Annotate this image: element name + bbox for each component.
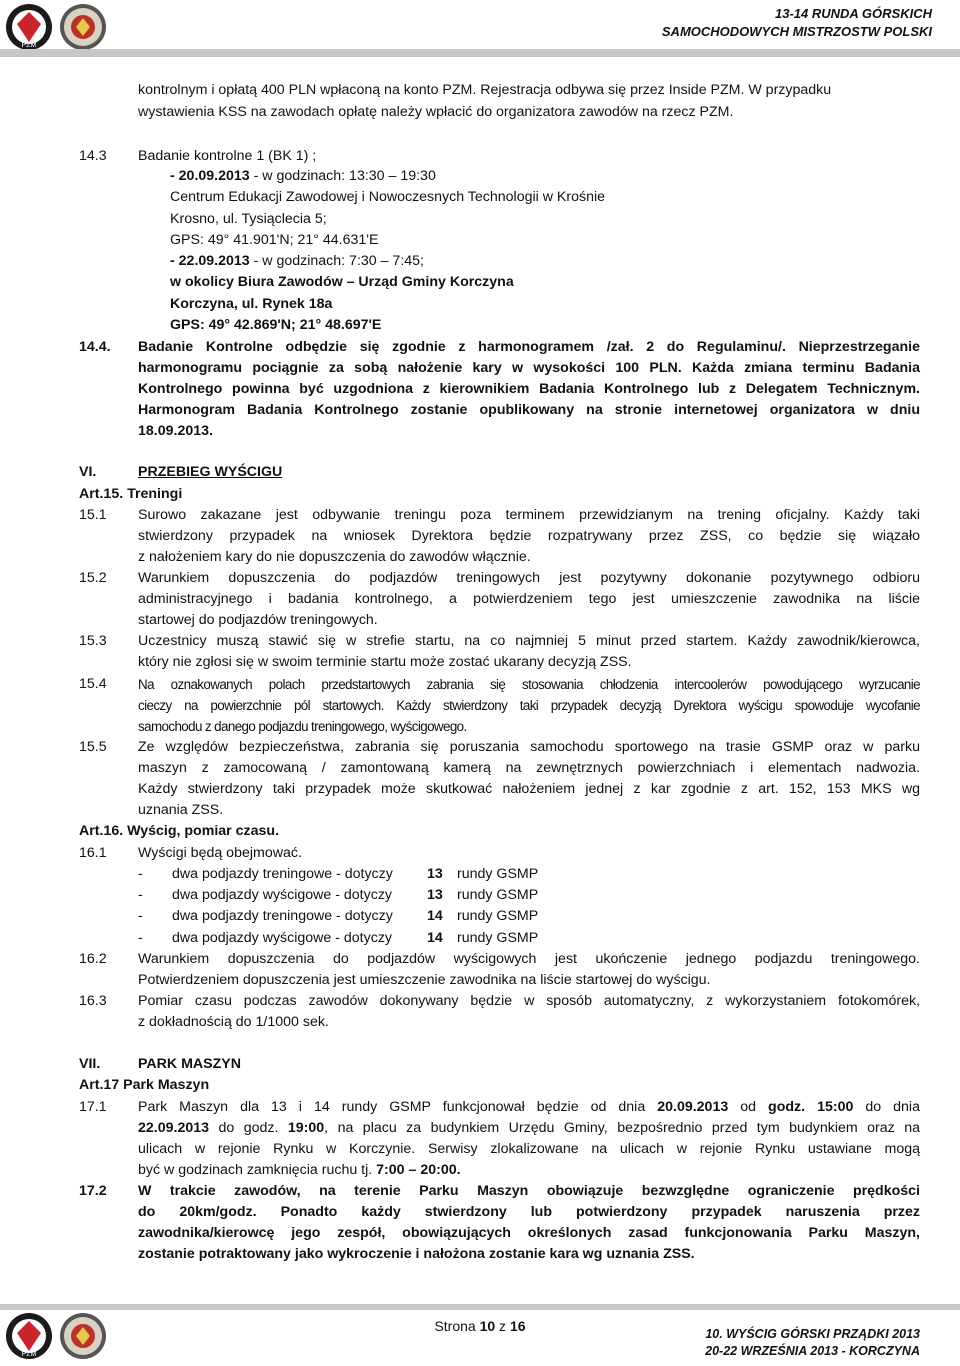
schedule-address-1: Krosno, ul. Tysiąclecia 5;: [170, 211, 327, 227]
p15-1-line-1: Surowo zakazane jest odbywanie treningu poza terminem przewidzianym na trening oficjalny. Każdy taki: [138, 507, 920, 523]
p17-1-line-1: Park Maszyn dla 13 i 14 rundy GSMP funkcjonował będzie od dnia 20.09.2013 od godz. 15:00 do dnia: [138, 1099, 920, 1115]
paragraph-number: 15.2: [79, 570, 107, 586]
p15-3-line-1: Uczestnicy muszą stawić się w strefie startu, na co najmniej 5 minut przed startem. Każdy zawodnik/kierowca,: [138, 633, 920, 649]
svg-text:PZM: PZM: [21, 42, 37, 49]
chapter-number: VII.: [79, 1056, 101, 1072]
section-number: 14.3: [79, 148, 107, 164]
header-line-1: 13-14 RUNDA GÓRSKICH: [775, 6, 932, 21]
list-item: - dwa podjazdy treningowe - dotyczy 13 rundy GSMP: [138, 866, 539, 882]
p15-5-line-1: Ze względów bezpieczeństwa, zabrania się poruszania samochodu sportowego na trasie GSMP oraz w parku: [138, 739, 920, 755]
article-title: Art.15. Treningi: [79, 486, 183, 502]
p15-1-line-2: stwierdzony przypadek na wniosek Dyrektora będzie rozpatrywany przez ZSS, co będzie się wiązało: [138, 528, 920, 544]
article-title: Art.16. Wyścig, pomiar czasu.: [79, 823, 280, 839]
footer-event-date: 20-22 WRZEŚNIA 2013 - KORCZYNA: [705, 1344, 920, 1358]
intro-line-2: wystawienia KSS na zawodach opłatę należy wpłacić do organizatora zawodów na rzecz PZM.: [138, 104, 734, 120]
article-title: Art.17 Park Maszyn: [79, 1077, 210, 1093]
p17-2-line-3: zawodnika/kierowcę jego zespół, obowiązujących określonych zasad funkcjonowania Parku Maszyn,: [138, 1225, 920, 1241]
s14-4-line-4: Harmonogram Badania Kontrolnego zostanie opublikowany na stronie internetowej organizatora w dniu: [138, 402, 920, 418]
schedule-address-2: Korczyna, ul. Rynek 18a: [170, 296, 333, 312]
s14-4-line-3: Kontrolnego powinna być uzgodniona z kierownikiem Badania Kontrolnego lub z Delegatem Technicznym.: [138, 381, 920, 397]
pzm-logo-right: [58, 2, 108, 52]
schedule-place-2: w okolicy Biura Zawodów – Urząd Gminy Korczyna: [170, 274, 514, 290]
p16-1-line-1: Wyścigi będą obejmować.: [138, 845, 302, 861]
schedule-gps-1: GPS: 49° 41.901'N; 21° 44.631'E: [170, 232, 379, 248]
footer-divider: [0, 1304, 960, 1310]
p15-2-line-2: administracyjnego i badania kontrolnego, a potwierdzeniem tego jest umieszczenie zawodnika na liście: [138, 591, 920, 607]
paragraph-number: 15.3: [79, 633, 107, 649]
p17-2-line-2: do 20km/godz. Ponadto każdy stwierdzony lub potwierdzony przypadek naruszenia przez: [138, 1204, 920, 1220]
p15-4-line-3: samochodu z danego podjazdu treningowego, wyścigowego.: [138, 719, 467, 734]
paragraph-number: 17.1: [79, 1099, 107, 1115]
page-number: Strona 10 z 16: [434, 1318, 526, 1334]
paragraph-number: 16.1: [79, 845, 107, 861]
p17-2-line-4: zostanie potraktowany jako wykroczenie i nałożona zostanie kara wg uznania ZSS.: [138, 1246, 695, 1262]
s14-4-line-5: 18.09.2013.: [138, 423, 213, 439]
svg-text:PZM: PZM: [21, 1351, 37, 1358]
list-item: - dwa podjazdy wyścigowe - dotyczy 14 rundy GSMP: [138, 930, 539, 946]
p17-1-line-4: być w godzinach zamknięcia ruchu tj. 7:00 – 20:00.: [138, 1162, 461, 1178]
header-line-2: SAMOCHODOWYCH MISTRZOSTW POLSKI: [661, 24, 932, 39]
p16-2-line-1: Warunkiem dopuszczenia do podjazdów wyścigowych jest ukończenie jednego podjazdu treningowego.: [138, 951, 920, 967]
p15-2-line-1: Warunkiem dopuszczenia do podjazdów treningowych jest pozytywny dokonanie pozytywnego odbioru: [138, 570, 920, 586]
p15-1-line-3: z nałożeniem kary do nie dopuszczenia do zawodów włącznie.: [138, 549, 531, 565]
s14-4-line-2: harmonogramu pociągnie za sobą nałożenie kary w wysokości 100 PLN. Każda zmiana terminu Badania: [138, 360, 920, 376]
paragraph-number: 17.2: [79, 1183, 107, 1199]
list-item: - dwa podjazdy wyścigowe - dotyczy 13 rundy GSMP: [138, 887, 539, 903]
schedule-gps-2: GPS: 49° 42.869'N; 21° 48.697'E: [170, 317, 382, 333]
paragraph-number: 15.5: [79, 739, 107, 755]
footer-event-info: [705, 1326, 920, 1360]
schedule-day-2: - 22.09.2013 - w godzinach: 7:30 – 7:45;: [170, 253, 424, 269]
section-number: 14.4.: [79, 339, 111, 355]
paragraph-number: 15.4: [79, 676, 107, 692]
pzm-logo-left: [4, 2, 54, 52]
p16-3-line-2: z dokładnością do 1/1000 sek.: [138, 1014, 329, 1030]
p15-2-line-3: startowej do podjazdów treningowych.: [138, 612, 378, 628]
list-item: - dwa podjazdy treningowe - dotyczy 14 rundy GSMP: [138, 908, 539, 924]
p17-1-line-2: 22.09.2013 do godz. 19:00, na placu za budynkiem Urzędu Gminy, bezpośrednio przed tym budynkiem oraz na: [138, 1120, 920, 1136]
schedule-day-1: - 20.09.2013 - w godzinach: 13:30 – 19:30: [170, 168, 436, 184]
paragraph-number: 15.1: [79, 507, 107, 523]
p15-3-line-2: który nie zgłosi się w swoim terminie startu może zostać ukarany decyzją ZSS.: [138, 654, 632, 670]
header-divider: [0, 49, 960, 57]
p15-5-line-2: maszyn z zamocowaną / zamontowaną kamerą na zewnętrznych powierzchniach i elementach nadwozia.: [138, 760, 920, 776]
header-title: [662, 5, 932, 41]
intro-line-1: kontrolnym i opłatą 400 PLN wpłaconą na konto PZM. Rejestracja odbywa się przez Inside PZM. W przypadku: [138, 82, 832, 98]
p16-3-line-1: Pomiar czasu podczas zawodów dokonywany będzie w sposób automatyczny, z wykorzystaniem fotokomórek,: [138, 993, 920, 1009]
section-title: Badanie kontrolne 1 (BK 1) ;: [138, 148, 317, 164]
s14-4-line-1: Badanie Kontrolne odbędzie się zgodnie z harmonogramem /zał. 2 do Regulaminu/. Nieprzestrzeganie: [138, 339, 920, 355]
p17-2-line-1: W trakcie zawodów, na terenie Parku Maszyn obowiązuje bezwzględne ograniczenie prędkości: [138, 1183, 920, 1199]
chapter-title: PRZEBIEG WYŚCIGU: [138, 464, 283, 480]
schedule-place-1: Centrum Edukacji Zawodowej i Nowoczesnych Technologii w Krośnie: [170, 189, 606, 205]
p17-1-line-3: ulicach w rejonie Rynku w Korczynie. Serwisy zlokalizowane na ulicach w rejonie Rynku ustawiane mogą: [138, 1141, 920, 1157]
p15-5-line-3: Każdy stwierdzony taki przypadek może skutkować nałożeniem jednej z kar zgodnie z art. 152, 153 MKS wg: [138, 781, 920, 797]
chapter-number: VI.: [79, 464, 97, 480]
chapter-title: PARK MASZYN: [138, 1056, 241, 1072]
paragraph-number: 16.3: [79, 993, 107, 1009]
p15-4-line-2: cieczy na powierzchnie pól startowych. Każdy stwierdzony taki przypadek decyzją Dyrektora wyścigu spowoduje wycofanie: [138, 698, 920, 713]
paragraph-number: 16.2: [79, 951, 107, 967]
p15-4-line-1: Na oznakowanych polach przedstartowych zabrania się stosowania chłodzenia intercoolerów powodującego wyrzucanie: [138, 677, 920, 692]
footer-event-name: 10. WYŚCIG GÓRSKI PRZĄDKI 2013: [705, 1327, 920, 1341]
p15-5-line-4: uznania ZSS.: [138, 802, 224, 818]
p16-2-line-2: Potwierdzeniem dopuszczenia jest umieszczenie zawodnika na liście startowej do wyścigu.: [138, 972, 711, 988]
